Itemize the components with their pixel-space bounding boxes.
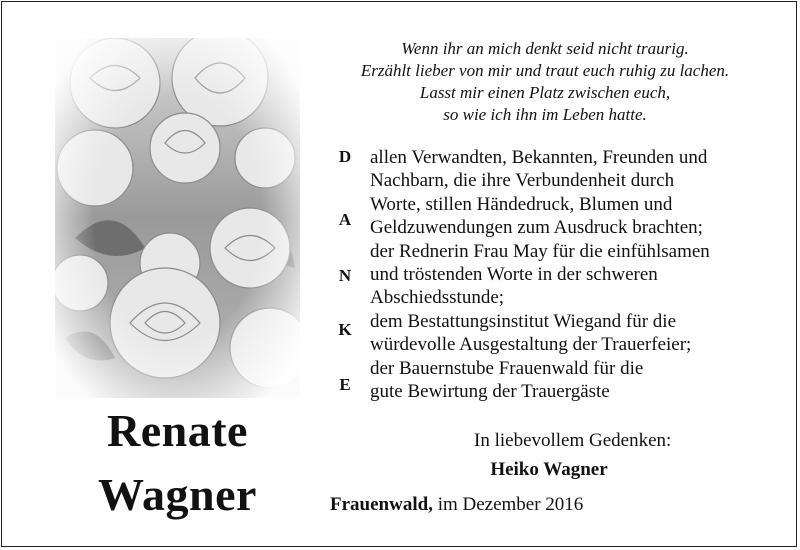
danke-letter-a: A bbox=[338, 210, 352, 229]
place: Frauenwald, bbox=[330, 494, 433, 515]
roses-photo bbox=[55, 38, 300, 398]
poem-line: Wenn ihr an mich denkt seid nicht traurig. bbox=[401, 39, 689, 58]
danke-letter-d: D bbox=[338, 147, 352, 166]
thanks-line: Abschiedsstunde; bbox=[370, 287, 505, 309]
date: im Dezember 2016 bbox=[437, 494, 584, 515]
danke-letter-e: E bbox=[339, 375, 351, 394]
thanks-text bbox=[370, 146, 780, 403]
poem-line: Erzählt lieber von mir und traut euch ruhig zu lachen. bbox=[360, 61, 730, 80]
thanks-line: Geldzuwendungen zum Ausdruck brachten; bbox=[370, 217, 703, 239]
thanks-line: gute Bewirtung der Trauergäste bbox=[370, 381, 610, 403]
thanks-line: allen Verwandten, Bekannten, Freunden und bbox=[370, 147, 708, 168]
deceased-last-name: Wagner bbox=[98, 469, 257, 520]
roses-image bbox=[55, 38, 300, 398]
signature: Heiko Wagner bbox=[490, 459, 608, 480]
poem-line: Lasst mir einen Platz zwischen euch, bbox=[419, 83, 671, 102]
poem bbox=[330, 38, 760, 126]
poem-line: so wie ich ihn im Leben hatte. bbox=[443, 105, 647, 124]
thanks-line: der Bauernstube Frauenwald für die bbox=[370, 357, 644, 379]
deceased-first-name: Renate bbox=[107, 405, 248, 456]
place-date bbox=[330, 494, 583, 516]
thanks-line: Worte, stillen Händedruck, Blumen und bbox=[370, 193, 673, 215]
thanks-line: würdevolle Ausgestaltung der Trauerfeier; bbox=[370, 334, 692, 356]
danke-letter-k: K bbox=[338, 320, 352, 339]
danke-letter-n: N bbox=[338, 266, 352, 285]
thanks-line: der Rednerin Frau May für die einfühlsamen bbox=[370, 240, 710, 262]
thanks-line: und tröstenden Worte in der schweren bbox=[370, 264, 658, 286]
thanks-line: Nachbarn, die ihre Verbundenheit durch bbox=[370, 170, 675, 192]
closing-line: In liebevollem Gedenken: bbox=[474, 430, 672, 451]
thanks-line: dem Bestattungsinstitut Wiegand für die bbox=[370, 310, 677, 332]
